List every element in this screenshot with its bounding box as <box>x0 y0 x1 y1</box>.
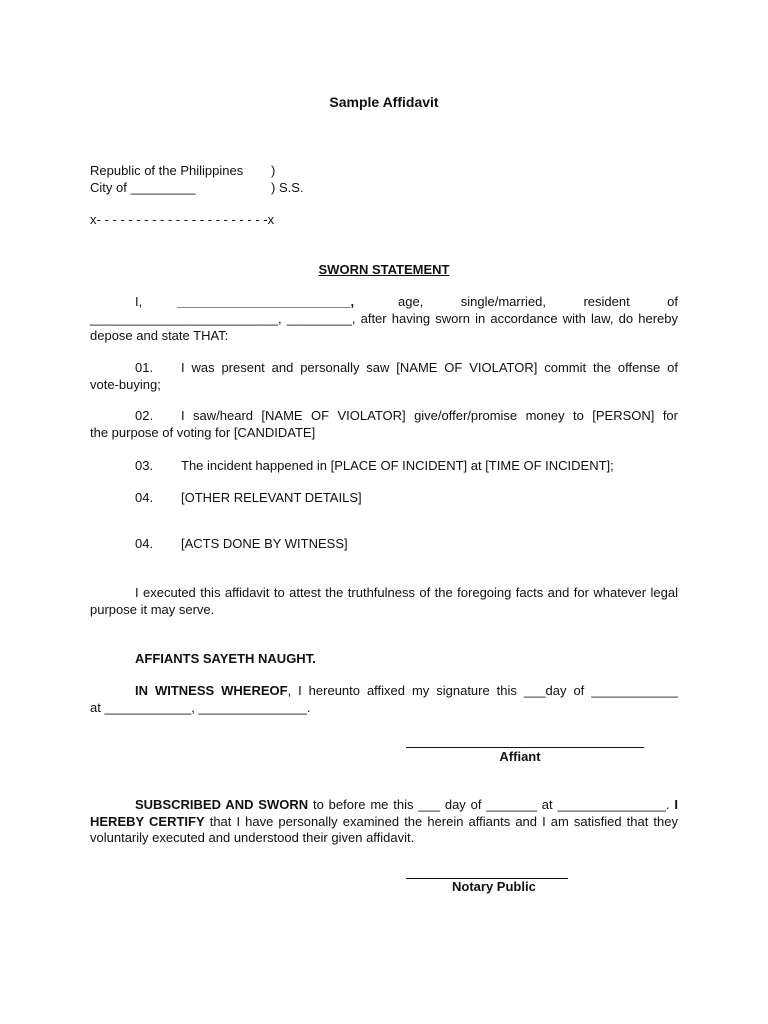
item-cont-02: the purpose of voting for [CANDIDATE] <box>90 425 316 440</box>
intro-rest-line1: age, single/married, resident of <box>398 294 678 309</box>
venue-republic: Republic of the Philippines <box>90 163 244 178</box>
affiant-label: Affiant <box>499 749 541 764</box>
witness-line-2: at ____________, _______________. <box>90 700 311 715</box>
sayeth-naught: AFFIANTS SAYETH NAUGHT. <box>135 651 316 666</box>
subscribed-text-1: to before me this ___ day of _______ at _______________. <box>308 797 675 812</box>
witness-bold: IN WITNESS WHEREOF <box>135 683 288 698</box>
item-text-04: [OTHER RELEVANT DETAILS] <box>181 490 362 505</box>
item-number-01: 01. <box>135 360 154 375</box>
notary-label: Notary Public <box>452 879 536 894</box>
item-number-03: 03. <box>135 458 154 473</box>
item-cont-01: vote-buying; <box>90 377 161 392</box>
intro-lead: I, <box>135 294 143 309</box>
item-text-03: The incident happened in [PLACE OF INCIDENT] at [TIME OF INCIDENT]; <box>181 458 614 473</box>
item-text-01: I was present and personally saw [NAME OF VIOLATOR] commit the offense of <box>181 360 678 375</box>
item-number-02: 02. <box>135 408 154 423</box>
executed-paragraph: I executed this affidavit to attest the truthfulness of the foregoing facts and for whatever legal purpose it may serve. <box>90 585 678 617</box>
venue-city: City of _________ <box>90 180 196 195</box>
document-title: Sample Affidavit <box>329 94 439 110</box>
affiant-signature-line <box>406 747 644 748</box>
item-text-02: I saw/heard [NAME OF VIOLATOR] give/offer/promise money to [PERSON] for <box>181 408 678 423</box>
subscribed-text-2: that I have personally examined the herein affiants and I am satisfied that they voluntarily executed and understood their given affidavit. <box>90 813 678 845</box>
venue-paren-1: ) <box>271 163 276 178</box>
item-text-05: [ACTS DONE BY WITNESS] <box>181 536 348 551</box>
item-number-05: 04. <box>135 536 154 551</box>
witness-line-1 <box>135 683 678 700</box>
venue-ss: ) S.S. <box>271 180 304 195</box>
intro-name-blank: ________________________, <box>177 294 355 309</box>
subscribed-bold: SUBSCRIBED AND SWORN <box>135 797 309 812</box>
venue-separator: x- - - - - - - - - - - - - - - - - - - - - -x <box>90 212 275 227</box>
subscribed-paragraph <box>90 797 678 847</box>
intro-rest: __________________________, _________, after having sworn in accordance with law, do hereby depose and state THAT: <box>90 311 678 343</box>
item-number-04: 04. <box>135 490 154 505</box>
witness-text-1: , I hereunto affixed my signature this ___day of ____________ <box>287 683 678 698</box>
certify-bold: I HEREBY CERTIFY <box>90 797 678 829</box>
section-heading: SWORN STATEMENT <box>318 262 450 277</box>
